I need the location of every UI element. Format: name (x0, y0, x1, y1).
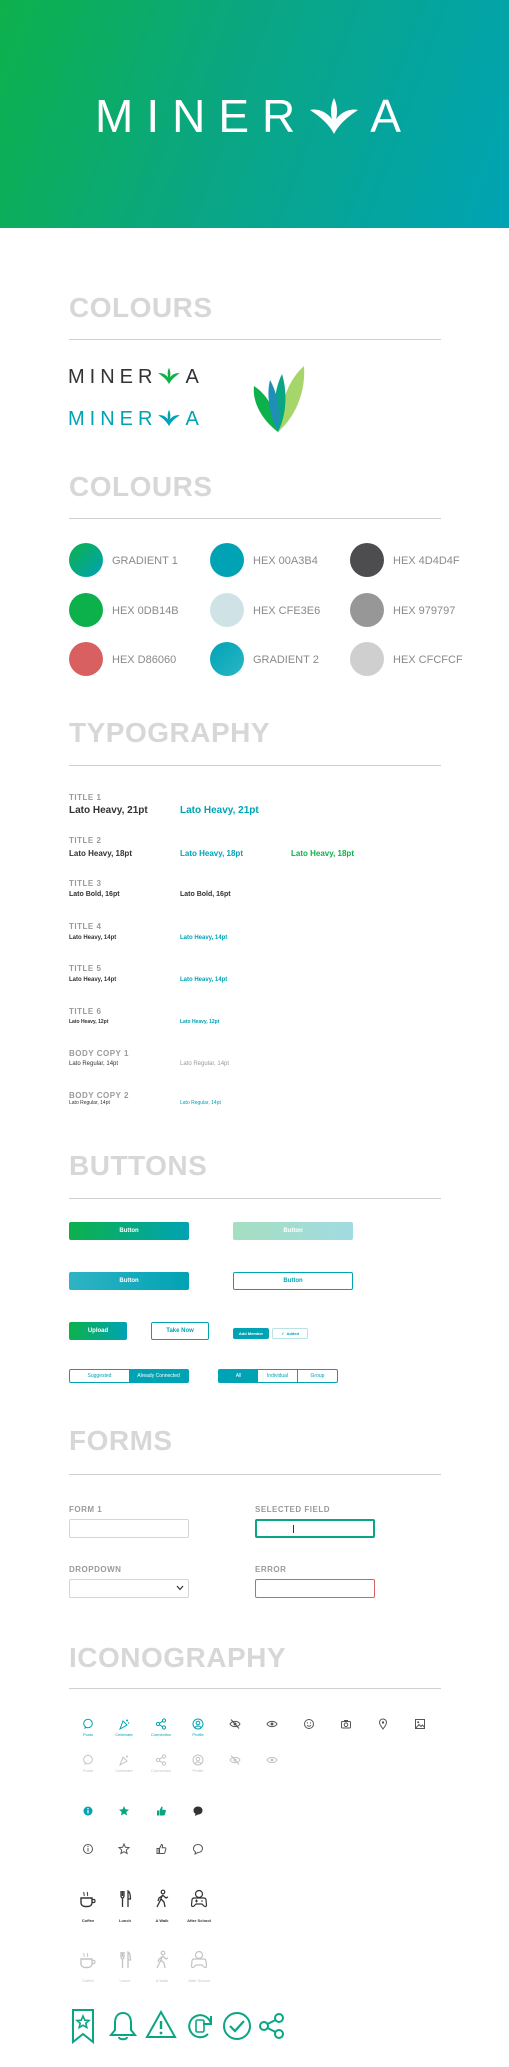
share-icon (155, 1718, 167, 1730)
swatch-dark (350, 543, 384, 577)
walking-icon (152, 1889, 172, 1909)
type-head: TITLE 1 (69, 793, 102, 802)
secondary-button[interactable]: Button (69, 1272, 189, 1290)
game-controller-icon (189, 1889, 209, 1909)
swatch-red (69, 642, 103, 676)
icon-label: Coffee (82, 1978, 94, 1983)
segmented-connections (69, 1369, 189, 1383)
swatch-label: GRADIENT 2 (253, 654, 319, 666)
icon-label: Celebrate (115, 1768, 133, 1773)
party-popper-icon (118, 1718, 130, 1730)
swatch-label: HEX 979797 (393, 605, 456, 617)
primary-button[interactable]: Button (69, 1222, 189, 1240)
divider (69, 339, 441, 340)
icon-label: Profile (192, 1732, 204, 1737)
hero-logo-suffix: A (370, 90, 414, 142)
type-head: TITLE 3 (69, 879, 102, 888)
type-sample: Lato Regular, 14pt (69, 1100, 110, 1106)
party-popper-icon (118, 1754, 130, 1766)
refresh-mobile-icon (184, 2010, 216, 2042)
location-pin-icon (377, 1718, 389, 1730)
divider (69, 1474, 441, 1475)
icon-label: Connection (150, 1732, 172, 1737)
check-icon: ✓ (281, 1331, 285, 1336)
divider (69, 1688, 441, 1689)
divider (69, 765, 441, 766)
type-sample: Lato Heavy, 21pt (180, 805, 259, 816)
swatch-gradient-2 (210, 642, 244, 676)
type-head: TITLE 4 (69, 922, 102, 931)
primary-button-disabled[interactable]: Button (233, 1222, 353, 1240)
icon-label: After School (187, 1918, 211, 1923)
selected-input[interactable] (255, 1519, 375, 1538)
add-member-button[interactable]: Add Member (233, 1328, 269, 1339)
logo-dark-prefix: MINER (68, 366, 158, 388)
type-sample: Lato Regular, 14pt (180, 1100, 221, 1106)
section-title-forms: FORMS (69, 1425, 173, 1456)
icon-label: Lunch (119, 1978, 131, 1983)
logo-dark-suffix: A (185, 366, 204, 388)
section-title-colours: COLOURS (69, 292, 213, 323)
star-icon (118, 1805, 130, 1817)
section-title-iconography: ICONOGRAPHY (69, 1642, 287, 1673)
type-sample: Lato Heavy, 14pt (180, 935, 228, 941)
check-circle-icon (221, 2010, 253, 2042)
swatch-label: HEX CFE3E6 (253, 605, 321, 617)
profile-icon (192, 1718, 204, 1730)
segment-all[interactable]: All (219, 1370, 258, 1382)
bookmark-star-icon (70, 2008, 96, 2044)
text-cursor (293, 1525, 294, 1533)
warning-icon (145, 2010, 177, 2040)
icon-label: Posts (82, 1732, 93, 1737)
fork-knife-icon (115, 1950, 135, 1970)
added-label: Added (286, 1331, 299, 1336)
type-sample: Lato Regular, 14pt (180, 1061, 230, 1067)
form1-input[interactable] (69, 1519, 189, 1538)
eye-icon (266, 1754, 278, 1766)
type-sample: Lato Heavy, 18pt (291, 849, 354, 858)
type-sample: Lato Regular, 14pt (69, 1061, 119, 1067)
section-title-typography: TYPOGRAPHY (69, 717, 271, 748)
error-input[interactable] (255, 1579, 375, 1598)
selected-field-label: SELECTED FIELD (255, 1505, 331, 1514)
hero-logo (0, 86, 509, 146)
swatch-label: HEX 4D4D4F (393, 555, 460, 567)
swatch-label: HEX D86060 (112, 654, 177, 666)
segment-individual[interactable]: Individual (258, 1370, 298, 1382)
chat-bubble-icon (82, 1754, 94, 1766)
type-sample: Lato Heavy, 18pt (180, 849, 243, 858)
icon-label: Profile (192, 1768, 204, 1773)
eye-icon (266, 1718, 278, 1730)
info-icon (82, 1805, 94, 1817)
icon-label: After School (188, 1978, 210, 1983)
swatch-grey (350, 593, 384, 627)
icon-label: Connection (150, 1768, 172, 1773)
section-title-colours-2: COLOURS (69, 471, 213, 502)
share-icon (155, 1754, 167, 1766)
logo-teal (68, 407, 204, 431)
coffee-icon (78, 1950, 98, 1970)
type-head: TITLE 5 (69, 964, 102, 973)
swatch-label: HEX 0DB14B (112, 605, 179, 617)
type-sample: Lato Bold, 16pt (69, 891, 120, 898)
hero-logo-prefix: MINER (95, 90, 309, 142)
chevron-down-icon (176, 1585, 184, 1591)
leaf-v-icon (157, 409, 181, 427)
icon-label: A Walk (155, 1978, 169, 1983)
hero-banner (0, 0, 509, 228)
share-network-icon (258, 2012, 286, 2040)
swatch-label: HEX CFCFCF (393, 654, 463, 666)
smiley-icon (303, 1718, 315, 1730)
icon-label: A Walk (155, 1918, 169, 1923)
logo-teal-suffix: A (185, 408, 204, 430)
type-sample: Lato Heavy, 14pt (69, 977, 117, 983)
icon-label: Coffee (81, 1918, 95, 1923)
type-head: BODY COPY 1 (69, 1049, 129, 1058)
divider (69, 1198, 441, 1199)
swatch-pale (210, 593, 244, 627)
leaf-mark-icon (248, 360, 310, 434)
segment-group[interactable]: Group (310, 1373, 325, 1379)
coffee-icon (78, 1889, 98, 1909)
swatch-label: HEX 00A3B4 (253, 555, 318, 567)
icon-label: Lunch (119, 1918, 131, 1923)
comment-outline-icon (192, 1843, 204, 1855)
eye-off-icon (229, 1754, 241, 1766)
profile-icon (192, 1754, 204, 1766)
thumbs-up-outline-icon (155, 1843, 167, 1855)
leaf-v-icon (308, 96, 360, 136)
dropdown-select[interactable] (69, 1579, 189, 1598)
divider (69, 518, 441, 519)
type-sample: Lato Heavy, 21pt (69, 805, 148, 816)
type-sample: Lato Heavy, 12pt (69, 1019, 109, 1025)
type-head: TITLE 2 (69, 836, 102, 845)
chat-bubble-icon (82, 1718, 94, 1730)
camera-icon (340, 1718, 352, 1730)
swatch-teal (210, 543, 244, 577)
added-button[interactable] (272, 1328, 308, 1339)
type-head: TITLE 6 (69, 1007, 102, 1016)
upload-button[interactable]: Upload (69, 1322, 127, 1340)
take-now-button[interactable]: Take Now (151, 1322, 209, 1340)
leaf-v-icon (157, 367, 181, 385)
type-head: BODY COPY 2 (69, 1091, 129, 1100)
segment-suggested[interactable]: Suggested (87, 1373, 112, 1379)
dropdown-label: DROPDOWN (69, 1565, 122, 1574)
type-sample: Lato Bold, 16pt (180, 891, 231, 898)
eye-off-icon (229, 1718, 241, 1730)
game-controller-icon (189, 1950, 209, 1970)
type-sample: Lato Heavy, 14pt (69, 935, 117, 941)
section-title-buttons: BUTTONS (69, 1150, 208, 1181)
outline-button[interactable]: Button (233, 1272, 353, 1290)
type-sample: Lato Heavy, 14pt (180, 977, 228, 983)
icon-label: Celebrate (115, 1732, 133, 1737)
fork-knife-icon (115, 1889, 135, 1909)
swatch-label: GRADIENT 1 (112, 555, 178, 567)
info-outline-icon (82, 1843, 94, 1855)
form1-label: FORM 1 (69, 1505, 103, 1514)
star-outline-icon (118, 1843, 130, 1855)
segment-already-connected[interactable]: Already Connected (129, 1370, 188, 1382)
logo-teal-prefix: MINER (68, 408, 158, 430)
segmented-filter (218, 1369, 338, 1383)
logo-dark (68, 365, 204, 389)
comment-icon (192, 1805, 204, 1817)
walking-icon (152, 1950, 172, 1970)
icon-label: Posts (82, 1768, 93, 1773)
thumbs-up-icon (155, 1805, 167, 1817)
image-icon (414, 1718, 426, 1730)
swatch-green (69, 593, 103, 627)
bell-icon (108, 2010, 138, 2042)
error-label: ERROR (255, 1565, 287, 1574)
type-sample: Lato Heavy, 18pt (69, 849, 132, 858)
swatch-light (350, 642, 384, 676)
type-sample: Lato Heavy, 12pt (180, 1019, 220, 1025)
swatch-gradient-1 (69, 543, 103, 577)
